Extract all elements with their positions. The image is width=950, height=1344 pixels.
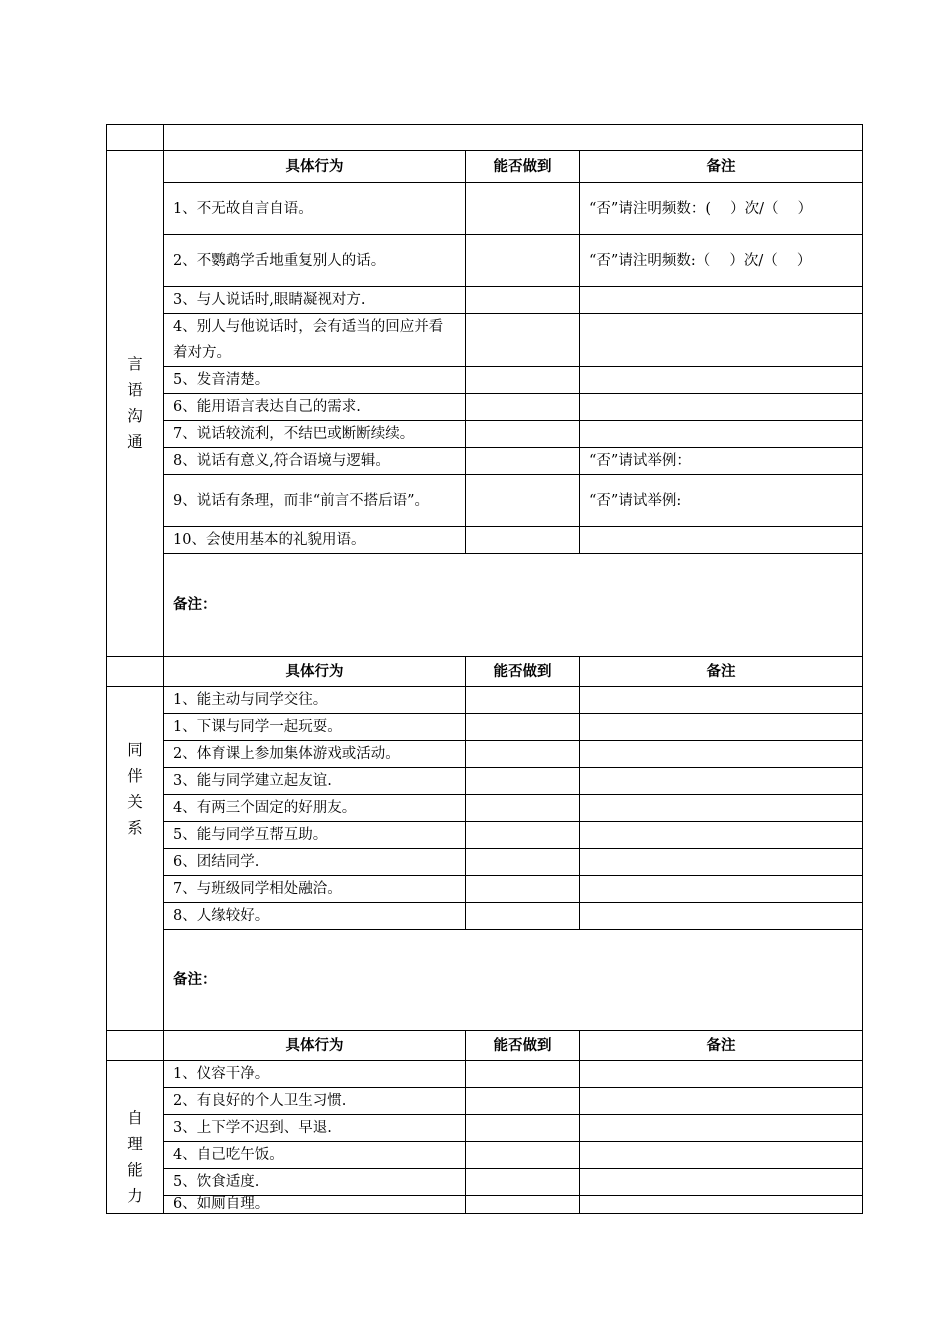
table-row [107, 448, 863, 475]
selfcare-category-char: 自 [127, 1109, 143, 1127]
remark-cell[interactable] [580, 367, 863, 394]
can-do-cell[interactable] [466, 287, 580, 314]
table-row [107, 741, 863, 768]
behavior-cell: 7、与班级同学相处融洽。 [164, 876, 466, 903]
can-do-cell[interactable] [466, 183, 580, 235]
behavior-cell: 5、能与同学互帮互助。 [164, 822, 466, 849]
note-row [107, 554, 863, 657]
table-row [107, 1169, 863, 1196]
can-do-cell[interactable] [466, 421, 580, 448]
language-category-char: 沟 [127, 407, 143, 425]
note-label: 备注： [173, 597, 217, 613]
table-row [107, 183, 863, 235]
behavior-cell: 1、不无故自言自语。 [164, 183, 466, 235]
peer-category-cell [107, 687, 164, 1031]
can-do-cell[interactable] [466, 822, 580, 849]
can-do-cell[interactable] [466, 527, 580, 554]
selfcare-category-char: 能 [127, 1161, 143, 1179]
behavior-cell: 3、能与同学建立起友谊. [164, 768, 466, 795]
selfcare-category-cell [107, 1061, 164, 1214]
column-header-remark: 备注 [580, 657, 863, 687]
can-do-cell[interactable] [466, 475, 580, 527]
behavior-cell: 8、人缘较好。 [164, 903, 466, 930]
language-category-char: 言 [127, 355, 143, 373]
table-row [107, 314, 863, 367]
peer-category-char: 关 [127, 793, 143, 811]
column-header-behavior: 具体行为 [164, 1031, 466, 1061]
remark-cell[interactable] [580, 795, 863, 822]
can-do-cell[interactable] [466, 714, 580, 741]
can-do-cell[interactable] [466, 448, 580, 475]
selfcare-header-row [107, 1031, 863, 1061]
table-row [107, 822, 863, 849]
behavior-cell: 2、不鹦鹉学舌地重复别人的话。 [164, 235, 466, 287]
table-row [107, 1142, 863, 1169]
behavior-cell: 1、仪容干净。 [164, 1061, 466, 1088]
behavior-cell: 4、有两三个固定的好朋友。 [164, 795, 466, 822]
remark-cell[interactable]: “否”请试举例: [580, 475, 863, 527]
table-row [107, 849, 863, 876]
behavior-cell: 5、发音清楚。 [164, 367, 466, 394]
peer-category-char: 同 [127, 741, 143, 759]
remark-cell[interactable] [580, 876, 863, 903]
column-header-can-do: 能否做到 [466, 1031, 580, 1061]
column-header-can-do: 能否做到 [466, 151, 580, 183]
can-do-cell[interactable] [466, 235, 580, 287]
can-do-cell[interactable] [466, 314, 580, 367]
behavior-cell: 9、说话有条理，而非“前言不搭后语”。 [164, 475, 466, 527]
behavior-cell: 6、如厕自理。 [164, 1196, 466, 1214]
remark-cell[interactable] [580, 1061, 863, 1088]
column-header-behavior: 具体行为 [164, 657, 466, 687]
language-category-char: 语 [127, 381, 143, 399]
table-row [107, 287, 863, 314]
top-value-cell[interactable] [164, 125, 863, 151]
remark-cell[interactable] [580, 822, 863, 849]
behavior-cell: 8、说话有意义,符合语境与逻辑。 [164, 448, 466, 475]
can-do-cell[interactable] [466, 849, 580, 876]
remark-cell[interactable] [580, 687, 863, 714]
blank-cell [107, 1031, 164, 1061]
can-do-cell[interactable] [466, 367, 580, 394]
behavior-cell: 2、有良好的个人卫生习惯. [164, 1088, 466, 1115]
selfcare-category-char: 力 [127, 1187, 143, 1205]
remark-cell[interactable] [580, 714, 863, 741]
blank-cell [107, 657, 164, 687]
table-row [107, 394, 863, 421]
remark-cell[interactable]: “否”请注明频数：( ）次/（ ） [580, 183, 863, 235]
behavior-cell: 1、能主动与同学交往。 [164, 687, 466, 714]
behavior-cell: 4、别人与他说话时，会有适当的回应并看着对方。 [164, 314, 466, 367]
table-row [107, 714, 863, 741]
peer-note-cell[interactable] [164, 930, 863, 1031]
can-do-cell[interactable] [466, 1169, 580, 1196]
can-do-cell[interactable] [466, 1142, 580, 1169]
can-do-cell[interactable] [466, 394, 580, 421]
table-row [107, 421, 863, 448]
remark-cell[interactable] [580, 1088, 863, 1115]
assessment-table [106, 124, 863, 1214]
note-label: 备注： [173, 972, 217, 988]
note-row [107, 930, 863, 1031]
table-row [107, 768, 863, 795]
peer-category-char: 伴 [127, 767, 143, 785]
table-row [107, 687, 863, 714]
can-do-cell[interactable] [466, 876, 580, 903]
behavior-cell: 3、与人说话时,眼睛凝视对方. [164, 287, 466, 314]
column-header-remark: 备注 [580, 151, 863, 183]
behavior-cell: 6、能用语言表达自己的需求. [164, 394, 466, 421]
remark-cell[interactable] [580, 1169, 863, 1196]
behavior-cell: 7、说话较流利，不结巴或断断续续。 [164, 421, 466, 448]
remark-cell[interactable] [580, 1196, 863, 1214]
table-row [107, 1115, 863, 1142]
language-category-cell [107, 151, 164, 657]
can-do-cell[interactable] [466, 1196, 580, 1214]
remark-cell[interactable] [580, 1142, 863, 1169]
remark-cell[interactable] [580, 314, 863, 367]
remark-cell[interactable] [580, 421, 863, 448]
table-row [107, 903, 863, 930]
remark-cell[interactable]: “否”请注明频数:（ ）次/（ ） [580, 235, 863, 287]
remark-cell[interactable] [580, 741, 863, 768]
remark-cell[interactable] [580, 287, 863, 314]
table-row [107, 795, 863, 822]
remark-cell[interactable] [580, 903, 863, 930]
can-do-cell[interactable] [466, 1115, 580, 1142]
can-do-cell[interactable] [466, 1088, 580, 1115]
column-header-can-do: 能否做到 [466, 657, 580, 687]
can-do-cell[interactable] [466, 741, 580, 768]
can-do-cell[interactable] [466, 768, 580, 795]
column-header-remark: 备注 [580, 1031, 863, 1061]
behavior-cell: 4、自己吃午饭。 [164, 1142, 466, 1169]
remark-cell[interactable] [580, 527, 863, 554]
behavior-cell: 3、上下学不迟到、早退. [164, 1115, 466, 1142]
top-label-cell[interactable] [107, 125, 164, 151]
table-row [107, 1088, 863, 1115]
behavior-cell: 10、会使用基本的礼貌用语。 [164, 527, 466, 554]
table-row [107, 1061, 863, 1088]
remark-cell[interactable] [580, 1115, 863, 1142]
remark-cell[interactable] [580, 768, 863, 795]
language-note-cell[interactable] [164, 554, 863, 657]
behavior-cell: 5、饮食适度. [164, 1169, 466, 1196]
behavior-cell: 2、体育课上参加集体游戏或活动。 [164, 741, 466, 768]
can-do-cell[interactable] [466, 795, 580, 822]
can-do-cell[interactable] [466, 903, 580, 930]
can-do-cell[interactable] [466, 687, 580, 714]
remark-cell[interactable] [580, 394, 863, 421]
table-row [107, 876, 863, 903]
selfcare-category-char: 理 [127, 1135, 143, 1153]
table-row [107, 367, 863, 394]
language-category-char: 通 [127, 433, 143, 451]
behavior-cell: 6、团结同学. [164, 849, 466, 876]
table-row [107, 527, 863, 554]
remark-cell[interactable]: “否”请试举例： [580, 448, 863, 475]
top-row [107, 125, 863, 151]
peer-header-row [107, 657, 863, 687]
behavior-cell: 1、下课与同学一起玩耍。 [164, 714, 466, 741]
peer-category-char: 系 [127, 819, 143, 837]
table-row [107, 475, 863, 527]
remark-cell[interactable] [580, 849, 863, 876]
can-do-cell[interactable] [466, 1061, 580, 1088]
language-header-row [107, 151, 863, 183]
table-row [107, 1196, 863, 1214]
column-header-behavior: 具体行为 [164, 151, 466, 183]
table-row [107, 235, 863, 287]
